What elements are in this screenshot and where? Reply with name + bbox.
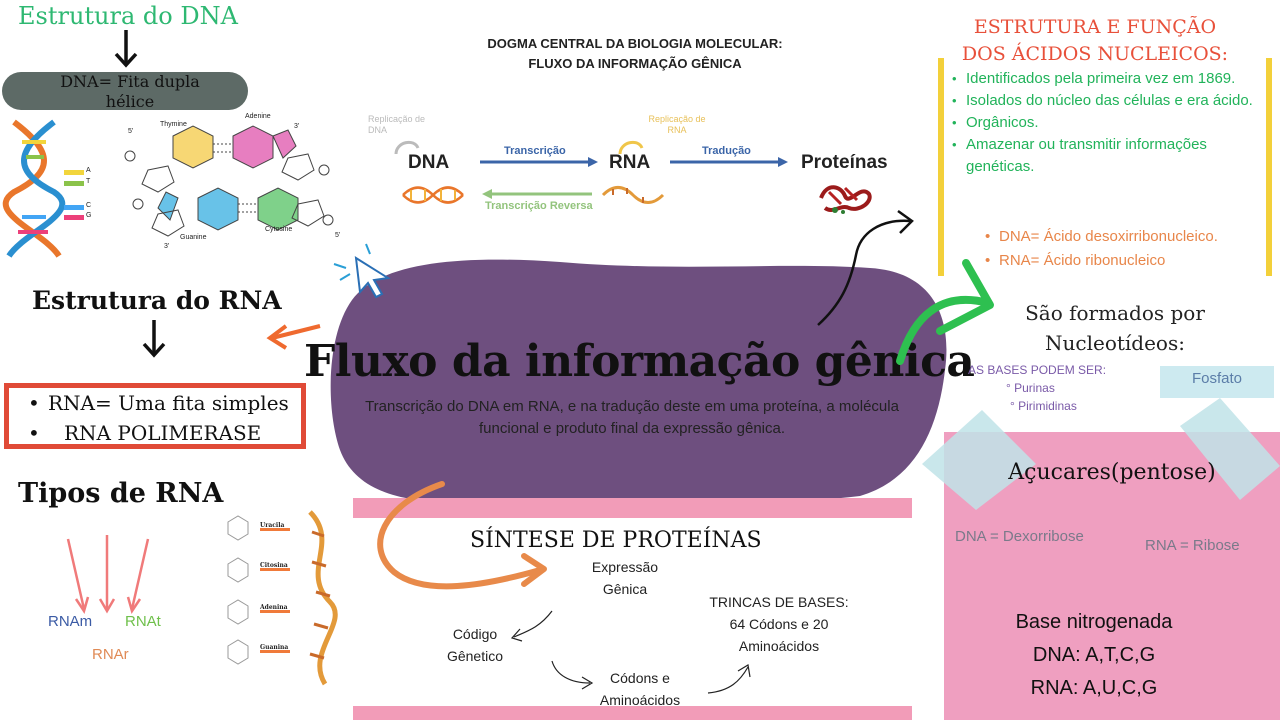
label-cytosine: Cytosine xyxy=(265,226,293,233)
label-5prime-a: 5' xyxy=(128,128,134,135)
tape-decoration xyxy=(918,404,1280,514)
label-thymine: Thymine xyxy=(160,121,187,128)
rna-item-polimerase: • RNA POLIMERASE xyxy=(28,418,289,448)
rna-types-title: Tipos de RNA xyxy=(18,478,224,509)
dna-pill-text: DNA= Fita dupla hélice xyxy=(60,72,200,111)
dna-name-item: • DNA= Ácido desoxirribonucleico. xyxy=(985,225,1265,249)
base-nitrogenada-title: Base nitrogenada xyxy=(1015,611,1173,633)
rnar-label: RNAr xyxy=(92,646,129,663)
dogma-proteinas: Proteínas xyxy=(801,152,888,173)
nucleic-acids-names xyxy=(985,225,1265,273)
main-description: Transcrição do DNA em RNA, e na tradução deste em uma proteína, a molécula funcional e produto final da expressão gênica. xyxy=(365,398,899,437)
dna-bases: DNA: A,T,C,G xyxy=(1032,644,1156,666)
trincas-line: TRINCAS DE BASES: xyxy=(709,594,849,610)
fact-item: • Isolados do núcleo das células e era ácido. xyxy=(952,90,1262,112)
rna-mini-icon xyxy=(603,185,663,205)
trincas-line: Aminoácidos xyxy=(738,638,820,654)
nucleic-acids-facts xyxy=(952,68,1262,178)
bases-title: AS BASES PODEM SER: xyxy=(968,363,1107,377)
label-3prime-a: 3' xyxy=(294,123,300,130)
dogma-rna: RNA xyxy=(609,152,651,173)
rna-bases: RNA: A,U,C,G xyxy=(1030,677,1158,699)
acucares-title: Açucares(pentose) xyxy=(1008,460,1216,485)
expressao-genica: Expressão Gênica xyxy=(591,559,659,597)
transcricao-label: Transcrição xyxy=(504,145,566,157)
rna-sugar-label: RNA = Ribose xyxy=(1145,537,1240,554)
yellow-bar-left xyxy=(938,58,944,276)
rna-item-single-strand: • RNA= Uma fita simples xyxy=(28,388,289,418)
base-label-guanina: Guanina xyxy=(260,644,289,651)
dna-sugar-label: DNA = Dexorribose xyxy=(955,528,1084,545)
rna-structure-title: Estrutura do RNA xyxy=(32,286,282,315)
helix-label-t: T xyxy=(86,178,91,185)
helix-label-a: A xyxy=(86,167,91,174)
rnat-label: RNAt xyxy=(125,613,161,630)
codigo-genetico: Código Gênetico xyxy=(446,626,504,664)
dogma-dna: DNA xyxy=(408,152,450,173)
cursor-click-icon xyxy=(330,240,400,300)
transcricao-reversa-label: Transcrição Reversa xyxy=(485,200,593,212)
purinas-label: ° Purinas xyxy=(1006,381,1055,395)
main-title: Fluxo da informação gênica xyxy=(304,336,975,387)
arrow-left-icon xyxy=(264,318,324,352)
sintese-title: SÍNTESE DE PROTEÍNAS xyxy=(470,528,762,553)
dogma-title xyxy=(430,34,840,74)
rnam-label: RNAm xyxy=(48,613,93,630)
replicacao-rna-label: Replicação de RNA xyxy=(648,114,706,135)
protein-icon xyxy=(815,178,875,216)
fosfato-label: Fosfato xyxy=(1191,370,1243,387)
base-label-adenina: Adenina xyxy=(260,604,288,611)
label-5prime-b: 5' xyxy=(335,232,341,239)
traducao-label: Tradução xyxy=(702,145,751,157)
yellow-bar-right xyxy=(1266,58,1272,276)
base-nitrogenada-block xyxy=(944,606,1244,705)
codons-aminoacidos: Códons e Aminoácidos xyxy=(599,670,681,708)
dna-mini-icon xyxy=(403,185,463,205)
label-adenine: Adenine xyxy=(245,113,271,120)
fact-item: • Amazenar ou transmitir informações genéticas. xyxy=(952,134,1262,178)
helix-label-g: G xyxy=(86,212,92,219)
trincas-line: 64 Códons e 20 xyxy=(729,616,829,632)
label-3prime-b: 3' xyxy=(164,243,170,250)
fact-item: • Orgânicos. xyxy=(952,112,1262,134)
nucleic-acids-title: ESTRUTURA E FUNÇÃO DOS ÁCIDOS NUCLEICOS: xyxy=(961,16,1229,65)
dna-structure-title: Estrutura do DNA xyxy=(18,2,238,30)
rna-name-item: • RNA= Ácido ribonucleico xyxy=(985,249,1265,273)
helix-label-c: C xyxy=(86,202,92,209)
base-label-uracila: Uracila xyxy=(260,522,285,529)
pirimidinas-label: ° Pirimidinas xyxy=(1010,399,1077,413)
replicacao-dna-label: Replicação de DNA xyxy=(368,114,426,135)
dogma-title-line1: DOGMA CENTRAL DA BIOLOGIA MOLECULAR: xyxy=(487,36,783,51)
nucleotideos-title: São formados por Nucleotídeos: xyxy=(1025,301,1205,355)
base-label-citosina: Citosina xyxy=(260,562,288,569)
label-guanine: Guanine xyxy=(180,234,207,241)
dogma-title-line2: FLUXO DA INFORMAÇÃO GÊNICA xyxy=(528,56,742,71)
fact-item: • Identificados pela primeira vez em 1869. xyxy=(952,68,1262,90)
flow-arrows xyxy=(500,595,760,705)
